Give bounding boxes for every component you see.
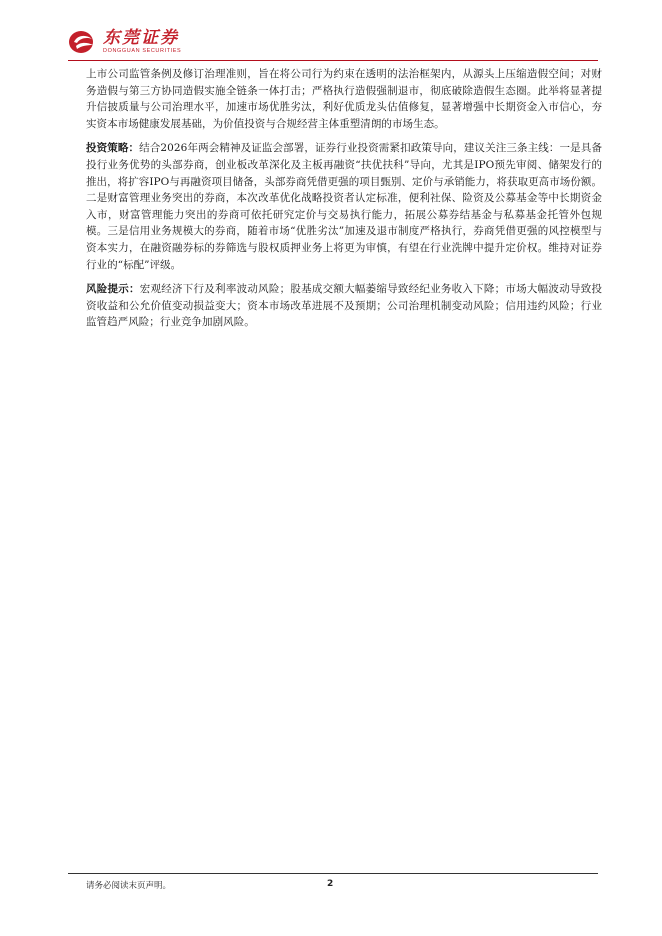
- company-logo: [68, 29, 181, 55]
- paragraph-investment-strategy: [86, 140, 602, 273]
- risk-warning-text: 宏观经济下行及利率波动风险；股基成交额大幅萎缩导致经纪业务收入下降；市场大幅波动导致投资收益和公允价值变动损益变大；资本市场改革进展不及预期；公司治理机制变动风险；信用违约风险；行业监管趋严风险；行业竞争加剧风险。: [86, 283, 603, 329]
- page-header: [0, 0, 662, 64]
- dongguan-securities-logo-icon: [68, 30, 98, 54]
- risk-warning-label: 风险提示：: [86, 283, 140, 296]
- logo-chinese-name: 东莞证券: [103, 28, 179, 48]
- disclaimer-note: 请务必阅读末页声明。: [86, 881, 172, 891]
- report-body: [86, 66, 602, 339]
- page-number: 2: [327, 879, 334, 889]
- investment-strategy-label: 投资策略：: [86, 142, 140, 155]
- footer-divider: [68, 873, 598, 874]
- paragraph-risk-warning: [86, 281, 602, 331]
- logo-english-name: DONGGUAN SECURITIES: [103, 48, 182, 54]
- paragraph-regulation-text: 上市公司监管条例及修订治理准则，旨在将公司行为约束在透明的法治框架内，从源头上压缩造假空间；对财务造假与第三方协同造假实施全链条一体打击；严格执行造假强制退市，彻底破除造假生态圈。此举将显著提升信披质量与公司治理水平，加速市场优胜劣汰，利好优质龙头估值修复，显著增强中长期资金入市信心，夯实资本市场健康发展基础，为价值投资与合规经营主体重塑清朗的市场生态。: [86, 68, 602, 130]
- paragraph-regulation: [86, 66, 602, 132]
- header-divider: [68, 60, 598, 61]
- investment-strategy-text: 结合2026年两会精神及证监会部署，证券行业投资需紧扣政策导向，建议关注三条主线：一是具备投行业务优势的头部券商，创业板改革深化及主板再融资“扶优扶科”导向，尤其是IPO预先审阅、储架发行的推出，将扩容IPO与再融资项目储备，头部券商凭借更强的项目甄别、定价与承销能力，将获取更高市场份额。二是财富管理业务突出的券商，本次改革优化战略投资者认定标准，便利社保、险资及公募基金等中长期资金入市，财富管理能力突出的券商可依托研究定价与交易执行能力，拓展公募券结基金与私募基金托管外包规模。三是信用业务规模大的券商，随着市场“优胜劣汰”加速及退市制度严格执行，券商凭借更强的风控模型与资本实力，在融资融券标的券筛选与股权质押业务上将更为审慎，有望在行业洗牌中提升定价权。维持对证券行业的“标配”评级。: [86, 142, 602, 271]
